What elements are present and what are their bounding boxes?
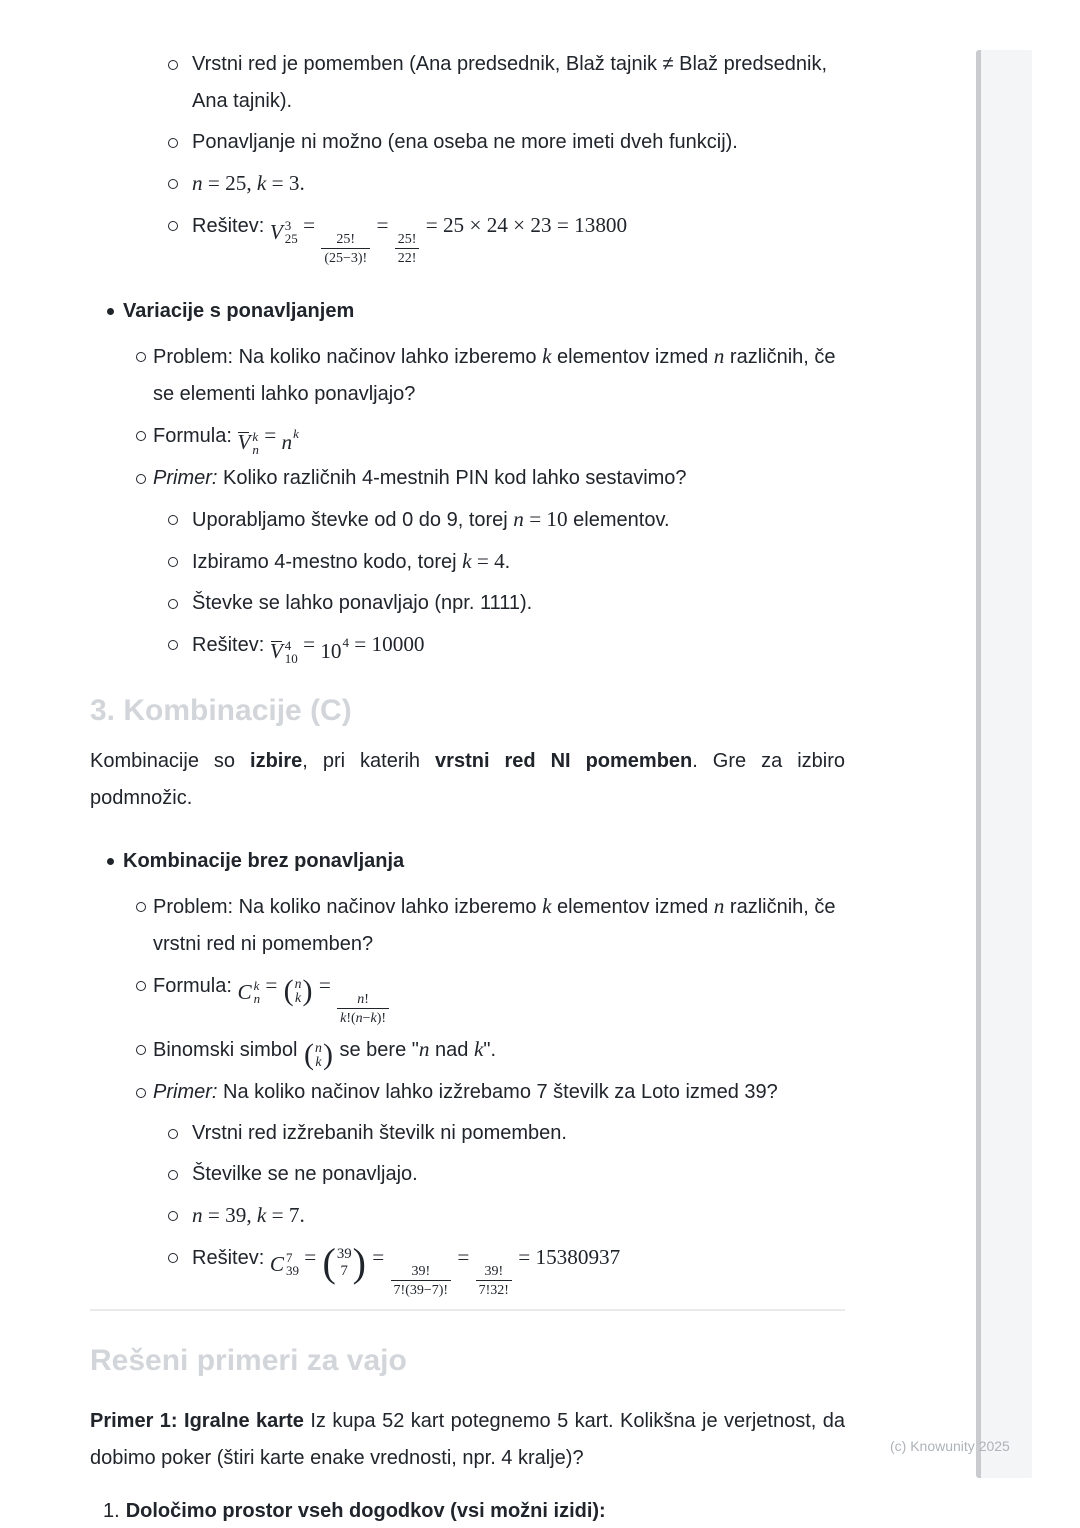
circle-bullet-icon [136,1088,146,1098]
bullet-item [90,1074,845,1111]
text-run: n [315,1040,322,1055]
fraction-numerator [408,1262,433,1280]
text-run: 7 [285,1250,293,1265]
circle-bullet-icon [136,1045,146,1055]
math-supsub: n k [281,426,299,454]
supsub-stack [285,219,298,245]
text-run: Iz kupa 52 kart potegnemo 5 kart. Kolikšna je verjetnost, da dobimo poker (štiri karte enake vrednosti, npr. 4 kralje)? [90,1410,846,1469]
circle-bullet-icon [168,60,178,70]
circle-bullet-icon [168,1129,178,1139]
text-run: = [258,423,282,447]
text-run: = [297,213,321,237]
text-run: = 25, [202,171,257,195]
text-run: = [260,973,283,997]
text-run: = 39, [202,1203,257,1227]
bullet-text [153,423,299,457]
text-run: = [297,632,321,656]
text-run: C [269,1252,284,1276]
math-supsub [237,979,260,1005]
text-run: k [473,1037,484,1061]
paren-open: ( [283,974,294,1007]
bullet-item [90,46,845,120]
bullet-text [192,213,628,266]
bullet-item [90,888,845,963]
text-run: izbire [250,750,303,772]
text-run: V [269,639,283,663]
text-run: n [192,171,203,195]
circle-bullet-icon [136,981,146,991]
text-run: − [362,1011,371,1026]
binomial-stack [337,1246,352,1280]
math-fraction [391,1262,452,1299]
section-heading: 3. Kombinacije (C) [90,694,352,727]
circle-bullet-icon [168,1253,178,1263]
text-run: n [418,1037,430,1061]
text-run: Izbiramo 4-mestno kodo, torej [192,551,463,573]
circle-bullet-icon [168,221,178,231]
text-run: = 10000 [349,632,425,656]
disc-bullet-icon [107,858,114,865]
text-run: različnih, če se elementi lahko ponavljajo? [153,346,836,405]
fraction-denominator [476,1280,512,1299]
bullet-item [90,1115,845,1152]
bullet-text [192,53,827,112]
text-run: n [713,344,725,368]
text-run: n [252,441,259,457]
text-run: 22! [397,251,417,266]
bullet-item [90,585,845,622]
binomial-stack [295,977,302,1005]
text-run: Koliko različnih 4-mestnih PIN kod lahko sestavimo? [217,467,687,489]
text-run: k [253,978,260,993]
circle-bullet-icon [168,557,178,567]
text-run: ". [483,1039,496,1061]
bullet-item [90,165,845,203]
text-run: 3 [284,218,292,233]
disc-bullet-icon [107,308,114,315]
bullet-item [90,967,845,1027]
text-run: Rešitev: [192,634,270,656]
bullet-text [153,467,687,489]
bullet-item [90,460,845,497]
supsub-stack [286,1251,299,1277]
circle-bullet-icon [136,352,146,362]
text-run: Ponavljanje ni možno (ena oseba ne more imeti dveh funkcij). [192,131,738,153]
text-run: 25 [284,231,298,246]
text-run: . [504,551,511,573]
text-run: 7 [340,1263,348,1279]
text-run: = [452,1245,475,1269]
text-run: 39 [336,1246,352,1262]
bullet-item [90,338,845,413]
text-run: k [370,1011,377,1026]
text-run: elementov izmed [551,896,714,918]
paren-close: ) [302,974,313,1007]
text-run: = 10 [523,507,568,531]
circle-bullet-icon [136,474,146,484]
bullet-text [192,131,738,153]
math-supsub [237,429,258,456]
fraction-denominator [391,1280,452,1299]
text-run: V [269,220,283,244]
text-run: = 3. [266,171,305,195]
text-run: Rešitev: [192,1247,270,1269]
text-run: !( [346,1011,356,1026]
math-binomial [304,1040,333,1070]
text-run: Vrstni red je pomemben (Ana predsednik, Blaž tajnik ≠ Blaž predsednik, Ana tajnik). [192,53,827,112]
bullet-text [192,1205,305,1227]
bullet-text [192,1240,621,1298]
math-supsub [270,1251,299,1277]
bullet-text [123,300,354,322]
math-supsub [270,638,298,665]
binomial-top [315,1041,322,1055]
fraction-denominator [395,248,420,267]
bullet-text [192,173,305,195]
bullet-item [90,1239,845,1299]
text-run: elementov. [567,509,670,531]
math-binomial [284,976,313,1006]
bullet-item [90,124,845,161]
text-run: k [340,1011,347,1026]
text-run: = [298,1245,322,1269]
bullet-text [192,509,670,531]
binomial-stack [315,1041,322,1069]
circle-bullet-icon [168,515,178,525]
text-run: Na koliko načinov lahko izžrebamo 7 številk za Loto izmed 39? [217,1081,778,1103]
text-run: ! [364,992,369,1007]
math-fraction [337,990,389,1027]
text-run: 25! [336,232,356,247]
paren-open: ( [304,1038,315,1071]
binomial-bottom [295,991,301,1005]
bullet-item [90,1156,845,1193]
circle-bullet-icon [168,640,178,650]
text-run: (25−3)! [324,251,368,266]
fraction-denominator [337,1008,389,1027]
fraction-denominator [321,248,370,267]
text-run: n [713,894,725,918]
bullet-text [192,632,425,666]
text-run: Variacije s ponavljanjem [123,300,355,322]
math-fraction [476,1262,512,1299]
bullet-item [90,843,845,880]
math-supsub [270,219,298,245]
text-run: Uporabljamo števke od 0 do 9, torej [192,509,514,531]
overbar [270,638,283,665]
text-run: = [366,1245,390,1269]
text-run: = [313,973,337,997]
text-run: 25! [397,232,417,247]
text-run: n [294,976,302,991]
paren-open: ( [322,1240,336,1285]
numbered-item [90,1493,845,1528]
text-run: k [295,990,302,1005]
text-run: Rešitev: [192,215,270,237]
text-run: k [256,171,267,195]
page-heading: Rešeni primeri za vajo [90,1344,407,1377]
fraction-numerator [481,1262,506,1280]
text-run: Vrstni red izžrebanih številk ni pomemben. [192,1122,567,1144]
text-run: Primer 1: Igralne karte [90,1410,304,1432]
watermark: (c) Knowunity 2025 [890,1438,1010,1454]
bullet-text [192,1163,418,1185]
circle-bullet-icon [136,431,146,441]
text-run: 39! [411,1264,431,1279]
text-run: C [237,980,252,1004]
item-number: 1. [103,1500,120,1522]
text-run: n [281,430,293,454]
circle-bullet-icon [168,1211,178,1221]
fraction-numerator [354,990,372,1008]
text-run: k [256,1203,267,1227]
circle-bullet-icon [168,1170,178,1180]
text-run: se bere " [333,1039,419,1061]
text-run: Določimo prostor vseh dogodkov (vsi možni izidi): [125,1500,606,1522]
bullet-text [192,1122,567,1144]
bullet-item [90,1031,845,1070]
fraction-numerator [333,230,358,248]
text-run: Binomski simbol [153,1039,304,1061]
bullet-text [192,551,510,573]
bullet-text [153,1037,496,1071]
text-run: 7!32! [478,1283,509,1298]
text-run: 39! [484,1264,504,1279]
circle-bullet-icon [168,179,178,189]
text-run: elementov izmed [551,346,714,368]
text-run: , pri katerih [302,750,436,772]
bullet-text [123,850,404,872]
text-run: = 15380937 [512,1245,621,1269]
text-run: nad [429,1039,474,1061]
math-fraction [321,230,370,267]
bullet-item [90,626,845,665]
circle-bullet-icon [168,138,178,148]
text-run: 10 [284,650,298,666]
binomial-bottom [341,1263,348,1280]
bullet-text [153,346,836,405]
math-binomial [322,1240,366,1285]
text-run: Kombinacije brez ponavljanja [123,850,405,872]
text-run: k [315,1054,322,1069]
text-run: Števke se lahko ponavljajo (npr. 1111). [192,592,533,614]
text-run: 7!(39−7)! [393,1283,449,1298]
text-run: k [252,428,259,444]
text-run: vrstni red NI pomemben [435,750,693,772]
text-run: 39 [285,1263,299,1278]
math-fraction [395,230,420,267]
math-supsub: 10 4 [320,635,349,663]
paragraph [90,743,845,817]
binomial-bottom [315,1055,321,1069]
text-run: 4 [284,637,292,653]
bullet-text [153,1081,778,1103]
text-run: Problem: Na koliko načinov lahko izberemo [153,896,543,918]
text-run: 10 [320,639,342,663]
text-run: Problem: Na koliko načinov lahko izberemo [153,346,543,368]
text-run: n [253,991,261,1006]
text-run: = 4 [471,549,505,573]
paragraph [90,1403,845,1477]
bullet-item [90,501,845,539]
divider [90,1309,845,1311]
text-run: n [355,1011,363,1026]
bullet-text [153,973,390,1026]
binomial-top [337,1246,352,1263]
text-run: = [371,213,394,237]
circle-bullet-icon [136,902,146,912]
bullet-item [90,543,845,581]
text-run: = 25 × 24 × 23 = 13800 [420,213,628,237]
bullet-text [153,896,836,955]
paren-close: ) [322,1038,333,1071]
bullet-text [192,592,532,614]
text-run: k [462,549,472,573]
binomial-top [295,977,302,991]
bullet-item [90,293,845,330]
text-run: V [237,430,251,454]
text-run: n [513,507,524,531]
text-run: Formula: [153,975,238,997]
scrollbar-track[interactable] [981,50,1032,1478]
bullet-item [90,1197,845,1235]
text-run: = 7. [266,1203,305,1227]
text-run: k [542,344,552,368]
text-run: Številke se ne ponavljajo. [192,1163,418,1185]
scrollbar-thumb[interactable] [976,50,981,1478]
text-run: Formula: [153,425,238,447]
supsub-stack [285,639,298,665]
bullet-item [90,207,845,267]
bullet-item [90,417,845,456]
text-run: različnih, če vrstni red ni pomemben? [153,896,836,955]
text-run: n [357,992,365,1007]
overbar [237,429,250,456]
text-run: n [192,1203,203,1227]
text-run: Primer: [153,1081,218,1103]
fraction-numerator [395,230,420,248]
circle-bullet-icon [168,599,178,609]
text-run: . Gre za izbiro podmnožic. [90,750,846,809]
text-run: Kombinacije so [90,750,251,772]
paren-close: ) [352,1240,366,1285]
text-run: )! [376,1011,387,1026]
text-run: Primer: [153,467,218,489]
text-run: k [542,894,552,918]
